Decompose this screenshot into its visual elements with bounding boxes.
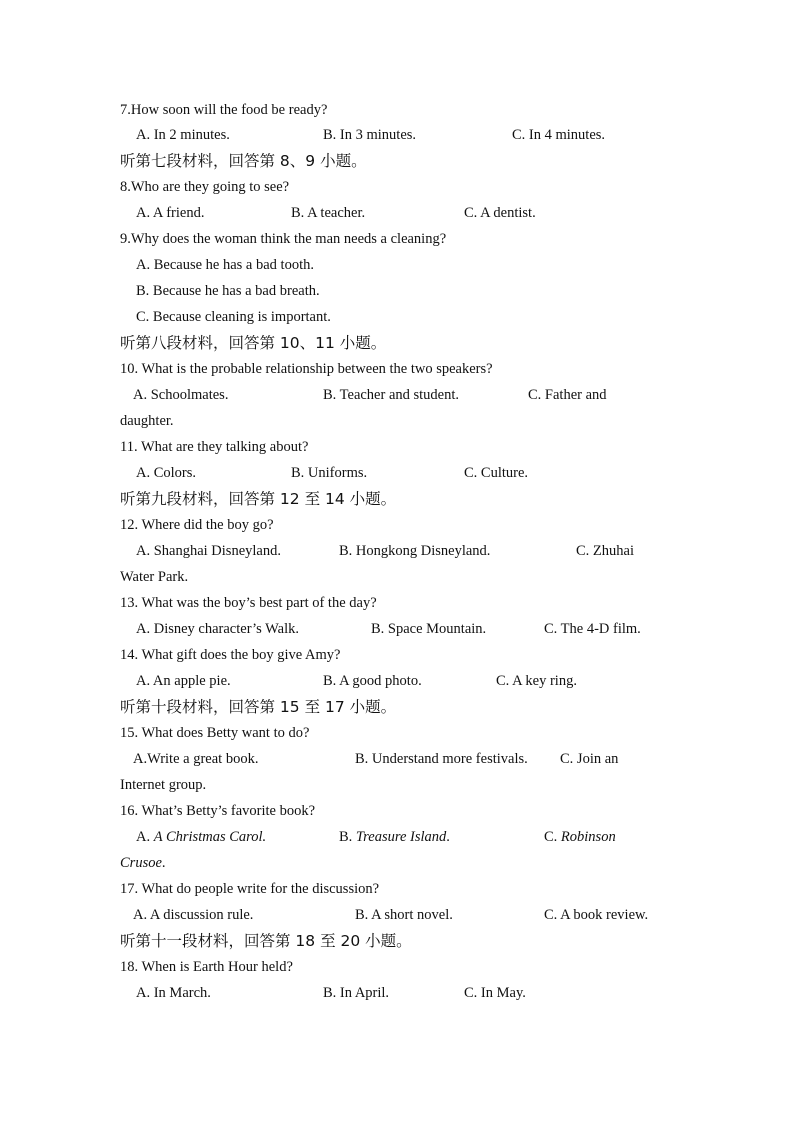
q17-option-a: A. A discussion rule. [133,907,254,923]
q15-option-a: A.Write a great book. [133,751,259,767]
question-7: 7.How soon will the food be ready? [120,102,328,118]
q12-option-a: A. Shanghai Disneyland. [136,543,281,559]
q12-option-b: B. Hongkong Disneyland. [339,543,491,559]
q16-option-a [136,824,266,850]
question-17: 17. What do people write for the discussion? [120,881,380,897]
q12-option-c-continued: Water Park. [120,569,189,585]
q13-option-b: B. Space Mountain. [371,621,487,637]
section-heading-7: 听第七段材料，回答第 8、9 小题。 [120,152,367,170]
q18-option-b: B. In April. [323,985,390,1001]
question-18: 18. When is Earth Hour held? [120,959,293,975]
question-15: 15. What does Betty want to do? [120,725,310,741]
question-8: 8.Who are they going to see? [120,179,290,195]
q16-option-b [339,824,450,850]
section-heading-8: 听第八段材料，回答第 10、11 小题。 [120,334,387,352]
section-heading-10: 听第十段材料，回答第 15 至 17 小题。 [120,698,397,716]
q16-option-b-suffix: . [446,829,450,845]
q14-option-c: C. A key ring. [496,673,577,689]
q15-option-c: C. Join an [560,751,619,767]
q18-option-c: C. In May. [464,985,526,1001]
q16-option-b-prefix: B. [339,829,356,845]
q16-option-c-suffix: . [161,855,166,871]
q17-option-b: B. A short novel. [355,907,453,923]
question-10: 10. What is the probable relationship between the two speakers? [120,361,493,377]
q12-option-c: C. Zhuhai [576,543,634,559]
q16-option-a-title: A Christmas Carol. [153,829,267,845]
q14-option-a: A. An apple pie. [136,673,231,689]
q8-option-c: C. A dentist. [464,205,536,221]
q10-option-c: C. Father and [528,387,607,403]
q7-option-b: B. In 3 minutes. [323,127,417,143]
q16-option-c [544,824,616,850]
question-16: 16. What’s Betty’s favorite book? [120,803,316,819]
question-14: 14. What gift does the boy give Amy? [120,647,341,663]
section-heading-9: 听第九段材料，回答第 12 至 14 小题。 [120,490,397,508]
q10-option-c-continued: daughter. [120,413,174,429]
q15-option-c-continued: Internet group. [120,777,207,793]
question-13: 13. What was the boy’s best part of the day? [120,595,377,611]
q9-option-c: C. Because cleaning is important. [136,309,331,325]
q8-option-b: B. A teacher. [291,205,366,221]
q14-option-b: B. A good photo. [323,673,422,689]
q7-option-c: C. In 4 minutes. [512,127,606,143]
q11-option-c: C. Culture. [464,465,529,481]
q15-option-b: B. Understand more festivals. [355,751,528,767]
q8-option-a: A. A friend. [136,205,205,221]
q16-option-b-title: Treasure Island [355,829,447,845]
question-12: 12. Where did the boy go? [120,517,274,533]
q16-option-c-title-continued: Crusoe [120,855,162,871]
q16-option-a-prefix: A. [136,829,154,845]
q13-option-a: A. Disney character’s Walk. [136,621,299,637]
q7-option-a: A. In 2 minutes. [136,127,230,143]
q18-option-a: A. In March. [136,985,211,1001]
q11-option-b: B. Uniforms. [291,465,368,481]
q17-option-c: C. A book review. [544,907,649,923]
q10-option-b: B. Teacher and student. [323,387,460,403]
q9-option-b: B. Because he has a bad breath. [136,283,320,299]
q9-option-a: A. Because he has a bad tooth. [136,257,314,273]
q16-option-c-prefix: C. [544,829,561,845]
q13-option-c: C. The 4-D film. [544,621,641,637]
q10-option-a: A. Schoolmates. [133,387,229,403]
q16-option-c-title: Robinson [560,829,616,845]
q16-option-c-continued [120,850,166,876]
question-9: 9.Why does the woman think the man needs a cleaning? [120,231,447,247]
q11-option-a: A. Colors. [136,465,197,481]
question-11: 11. What are they talking about? [120,439,309,455]
section-heading-11: 听第十一段材料，回答第 18 至 20 小题。 [120,932,412,950]
